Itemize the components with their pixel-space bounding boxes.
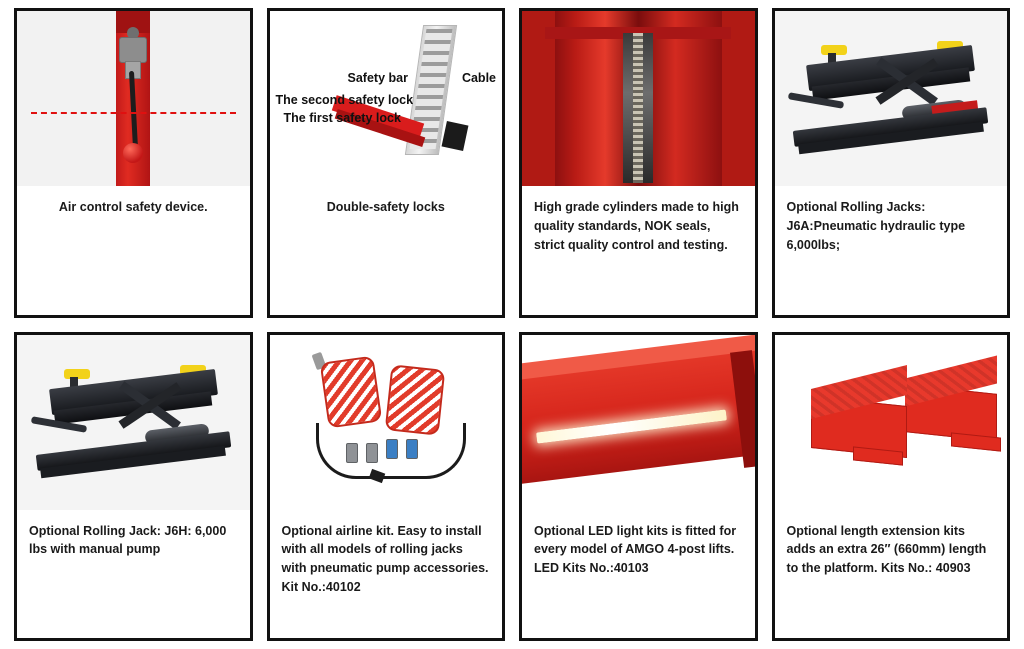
lock-box-shape <box>442 121 469 151</box>
fitting-silver-1 <box>346 443 358 463</box>
card-caption: Double-safety locks <box>326 200 445 214</box>
card-optional-length-extension-kits <box>772 332 1011 642</box>
card-optional-rolling-jacks-j6a <box>772 8 1011 318</box>
label-safety-bar: Safety bar <box>347 71 408 85</box>
card-high-grade-cylinders <box>519 8 758 318</box>
card-caption: Air control safety device. <box>58 200 208 214</box>
lift-chain-shape <box>633 33 643 183</box>
card-optional-airline-kit <box>267 332 506 642</box>
card-optional-rolling-jack-j6h <box>14 332 253 642</box>
alignment-dashed-line <box>31 112 236 114</box>
fitting-blue-1 <box>386 439 398 459</box>
airline-kit-photo <box>270 335 503 510</box>
card-caption: Optional LED light kits is fitted for every model of AMGO 4-post lifts. LED Kits No.:40103 <box>534 523 737 575</box>
length-extension-kit-photo <box>775 335 1008 510</box>
led-light-kit-photo <box>522 335 755 510</box>
label-cable: Cable <box>461 71 496 85</box>
rolling-jack-j6a-photo <box>775 11 1008 186</box>
hose-ball-end-shape <box>123 143 143 163</box>
coiled-air-hose-left <box>319 355 382 428</box>
hydraulic-cylinder-photo <box>522 11 755 186</box>
card-caption: Optional airline kit. Easy to install with all models of rolling jacks with pneumatic pump accessories. Kit No.:40102 <box>281 523 489 594</box>
card-caption: High grade cylinders made to high quality standards, NOK seals, strict quality control and testing. <box>534 200 739 252</box>
air-control-safety-device-photo <box>17 11 250 186</box>
rolling-jack-j6h-photo <box>17 335 250 510</box>
card-air-control-safety-device <box>14 8 253 318</box>
card-caption: Optional Rolling Jacks: J6A:Pneumatic hydraulic type 6,000lbs; <box>786 200 966 252</box>
air-valve-shape <box>119 37 147 63</box>
fitting-silver-2 <box>366 443 378 463</box>
double-safety-locks-diagram <box>270 11 503 186</box>
card-optional-led-light-kits <box>519 332 758 642</box>
label-second-safety-lock: The second safety lock <box>275 93 414 107</box>
card-caption: Optional length extension kits adds an extra 26″ (660mm) length to the platform. Kits No.: 40903 <box>786 523 987 575</box>
card-caption: Optional Rolling Jack: J6H: 6,000 lbs with manual pump <box>29 523 227 557</box>
card-double-safety-locks <box>267 8 506 318</box>
rolling-jack-illustration <box>775 11 1008 186</box>
rolling-jack-illustration <box>17 335 250 510</box>
label-first-safety-lock: The first safety lock <box>283 111 401 125</box>
fitting-blue-2 <box>406 439 418 459</box>
